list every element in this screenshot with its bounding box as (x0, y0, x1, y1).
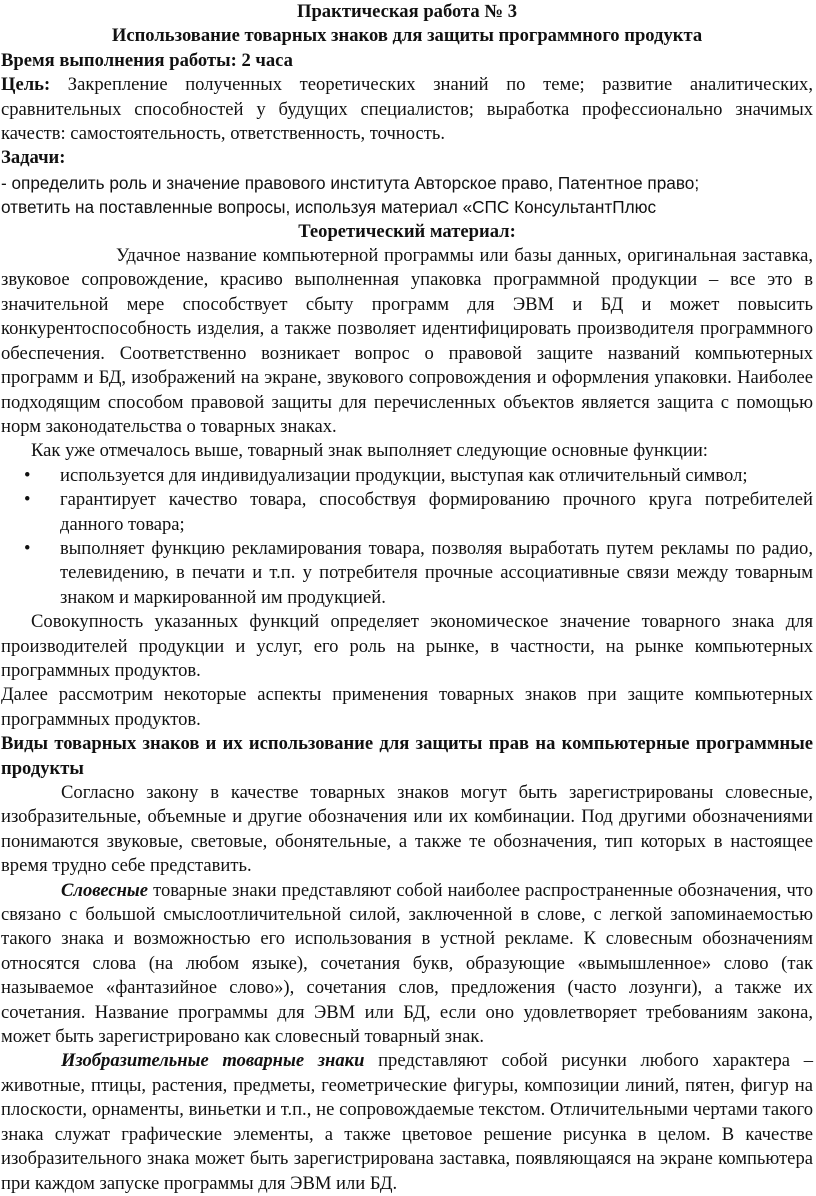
duration-line: Время выполнения работы: 2 часа (1, 49, 293, 71)
page-subtitle: Использование товарных знаков для защиты программного продукта (111, 25, 703, 47)
bullet-icon: • (24, 489, 31, 511)
section-heading: Виды товарных знаков и их использование для защиты прав на компьютерные программные продукты (1, 733, 813, 779)
section-paragraph-2 (1, 879, 813, 1050)
goal-label: Цель: (1, 74, 51, 96)
term-verbal: Словесные (61, 879, 149, 901)
list-item (1, 488, 813, 537)
theory-paragraph-4: Далее рассмотрим некоторые аспекты применения товарных знаков при защите компьютерных программных продуктов. (1, 684, 813, 730)
section-paragraph-3-text: представляют собой рисунки любого характера – животные, птицы, растения, предметы, геометрические фигуры, композиции линий, пятен, фигур на плоскости, орнаменты, виньетки и т.п., не сопровождаемые текстом. Отличительными чертами такого знака служат графические элементы, а также цветовое решение рисунка в целом. В качестве изобразительного знака может быть зарегистрирована заставка, появляющаяся на экране компьютера при каждом запуске программы для ЭВМ или БД. (1, 1050, 813, 1194)
list-item-text: выполняет функцию рекламирования товара, позволяя выработать путем рекламы по радио, телевидению, в печати и т.п. у потребителя прочные ассоциативные связи между товарным знаком и маркированной им продукцией. (60, 537, 813, 608)
bullet-icon: • (24, 464, 31, 486)
task-line-2: ответить на поставленные вопросы, используя материал «СПС КонсультантПлюс (1, 197, 657, 218)
section-paragraph-2-text: товарные знаки представляют собой наиболее распространенные обозначения, что связано с большой смыслоотличительной силой, заключенной в слове, с легкой запоминаемостью такого знака и возможностью его использования в устной рекламе. К словесным обозначениям относятся слова (на любом языке), сочетания букв, образующие «вымышленное» слово (так называемое «фантазийное слово»), сочетания слов, предложения (часто лозунги), а также их сочетания. Название программы для ЭВМ или БД, если оно удовлетворяет требованиям закона, может быть зарегистрировано как словесный товарный знак. (1, 879, 813, 1048)
theory-paragraph-2: Как уже отмечалось выше, товарный знак выполняет следующие основные функции: (31, 440, 708, 462)
task-line-1 (1, 171, 813, 195)
list-item-text: гарантирует качество товара, способствуя формированию прочного круга потребителей данного товара; (60, 489, 813, 535)
theory-paragraph-1: Удачное название компьютерной программы или базы данных, оригинальная заставка, звуковое сопровождение, красиво выполненная упаковка программной продукции – все это в значительной мере способствует сбыту программ для ЭВМ и БД и может повысить конкурентоспособность изделия, а также позволяет идентифицировать производителя программного обеспечения. Соответственно возникает вопрос о правовой защите названий компьютерных программ и БД, изображений на экране, звукового сопровождения и оформления упаковки. Наиболее подходящим способом правовой защиты для перечисленных объектов является защита с помощью норм законодательства о товарных знаках. (1, 245, 813, 437)
section-paragraph-3 (1, 1049, 813, 1195)
goal-text: Закрепление полученных теоретических знаний по теме; развитие аналитических, сравнительных способностей у будущих специалистов; выработка профессионально значимых качеств: самостоятельность, ответственность, точность. (1, 74, 813, 145)
bullet-icon: • (24, 537, 31, 559)
tasks-label: Задачи: (1, 147, 66, 169)
list-item (1, 464, 813, 488)
theory-paragraph-3: Совокупность указанных функций определяет экономическое значение товарного знака для производителей продукции и услуг, его роль на рынке, в частности, на рынке компьютерных программных продуктов. (1, 611, 813, 681)
functions-list (1, 464, 813, 610)
page-title: Практическая работа № 3 (297, 1, 517, 22)
theory-heading: Теоретический материал: (298, 220, 516, 242)
list-item (1, 537, 813, 610)
term-figurative: Изобразительные товарные знаки (61, 1050, 365, 1072)
document-body (1, 0, 813, 1196)
task-dash: - (1, 172, 12, 193)
goal-paragraph (1, 73, 813, 146)
list-item-text: используется для индивидуализации продукции, выступая как отличительный символ; (60, 464, 748, 486)
section-paragraph-1: Согласно закону в качестве товарных знаков могут быть зарегистрированы словесные, изобразительные, объемные и другие обозначения или их комбинации. Под другими обозначениями понимаются звуковые, световые, обонятельные, а также те обозначения, тип которых в настоящее время трудно себе представить. (1, 782, 813, 877)
task-text-1: определить роль и значение правового института Авторское право, Патентное право; (11, 172, 700, 193)
